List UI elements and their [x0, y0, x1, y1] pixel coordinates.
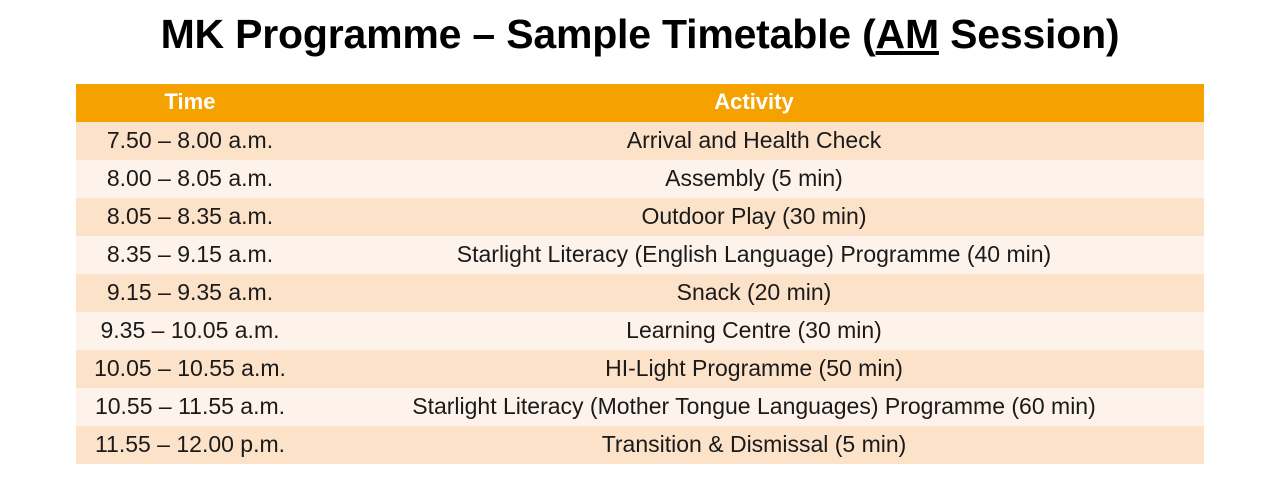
timetable-container — [76, 84, 1204, 464]
page-title-suffix: Session) — [938, 11, 1120, 57]
table-row — [76, 160, 1204, 198]
table-header-row — [76, 84, 1204, 122]
timetable — [76, 84, 1204, 464]
cell-activity: Starlight Literacy (English Language) Programme (40 min) — [304, 236, 1204, 274]
table-row — [76, 274, 1204, 312]
cell-activity: Outdoor Play (30 min) — [304, 198, 1204, 236]
table-row — [76, 236, 1204, 274]
table-row — [76, 350, 1204, 388]
table-row — [76, 388, 1204, 426]
cell-time: 10.05 – 10.55 a.m. — [76, 350, 304, 388]
cell-time: 10.55 – 11.55 a.m. — [76, 388, 304, 426]
cell-activity: Learning Centre (30 min) — [304, 312, 1204, 350]
table-row — [76, 122, 1204, 160]
column-header-activity: Activity — [304, 84, 1204, 122]
timetable-head — [76, 84, 1204, 122]
cell-time: 8.05 – 8.35 a.m. — [76, 198, 304, 236]
page-title — [0, 0, 1280, 57]
table-row — [76, 312, 1204, 350]
cell-activity: Starlight Literacy (Mother Tongue Languages) Programme (60 min) — [304, 388, 1204, 426]
cell-activity: Assembly (5 min) — [304, 160, 1204, 198]
cell-activity: Snack (20 min) — [304, 274, 1204, 312]
cell-time: 11.55 – 12.00 p.m. — [76, 426, 304, 464]
column-header-time: Time — [76, 84, 304, 122]
cell-time: 9.15 – 9.35 a.m. — [76, 274, 304, 312]
cell-time: 8.35 – 9.15 a.m. — [76, 236, 304, 274]
cell-activity: Transition & Dismissal (5 min) — [304, 426, 1204, 464]
cell-activity: HI-Light Programme (50 min) — [304, 350, 1204, 388]
cell-activity: Arrival and Health Check — [304, 122, 1204, 160]
page-title-prefix: MK Programme – Sample Timetable ( — [160, 11, 876, 57]
table-row — [76, 198, 1204, 236]
page-title-session: AM — [875, 11, 939, 57]
table-row — [76, 426, 1204, 464]
cell-time: 7.50 – 8.00 a.m. — [76, 122, 304, 160]
cell-time: 9.35 – 10.05 a.m. — [76, 312, 304, 350]
cell-time: 8.00 – 8.05 a.m. — [76, 160, 304, 198]
timetable-body — [76, 122, 1204, 464]
